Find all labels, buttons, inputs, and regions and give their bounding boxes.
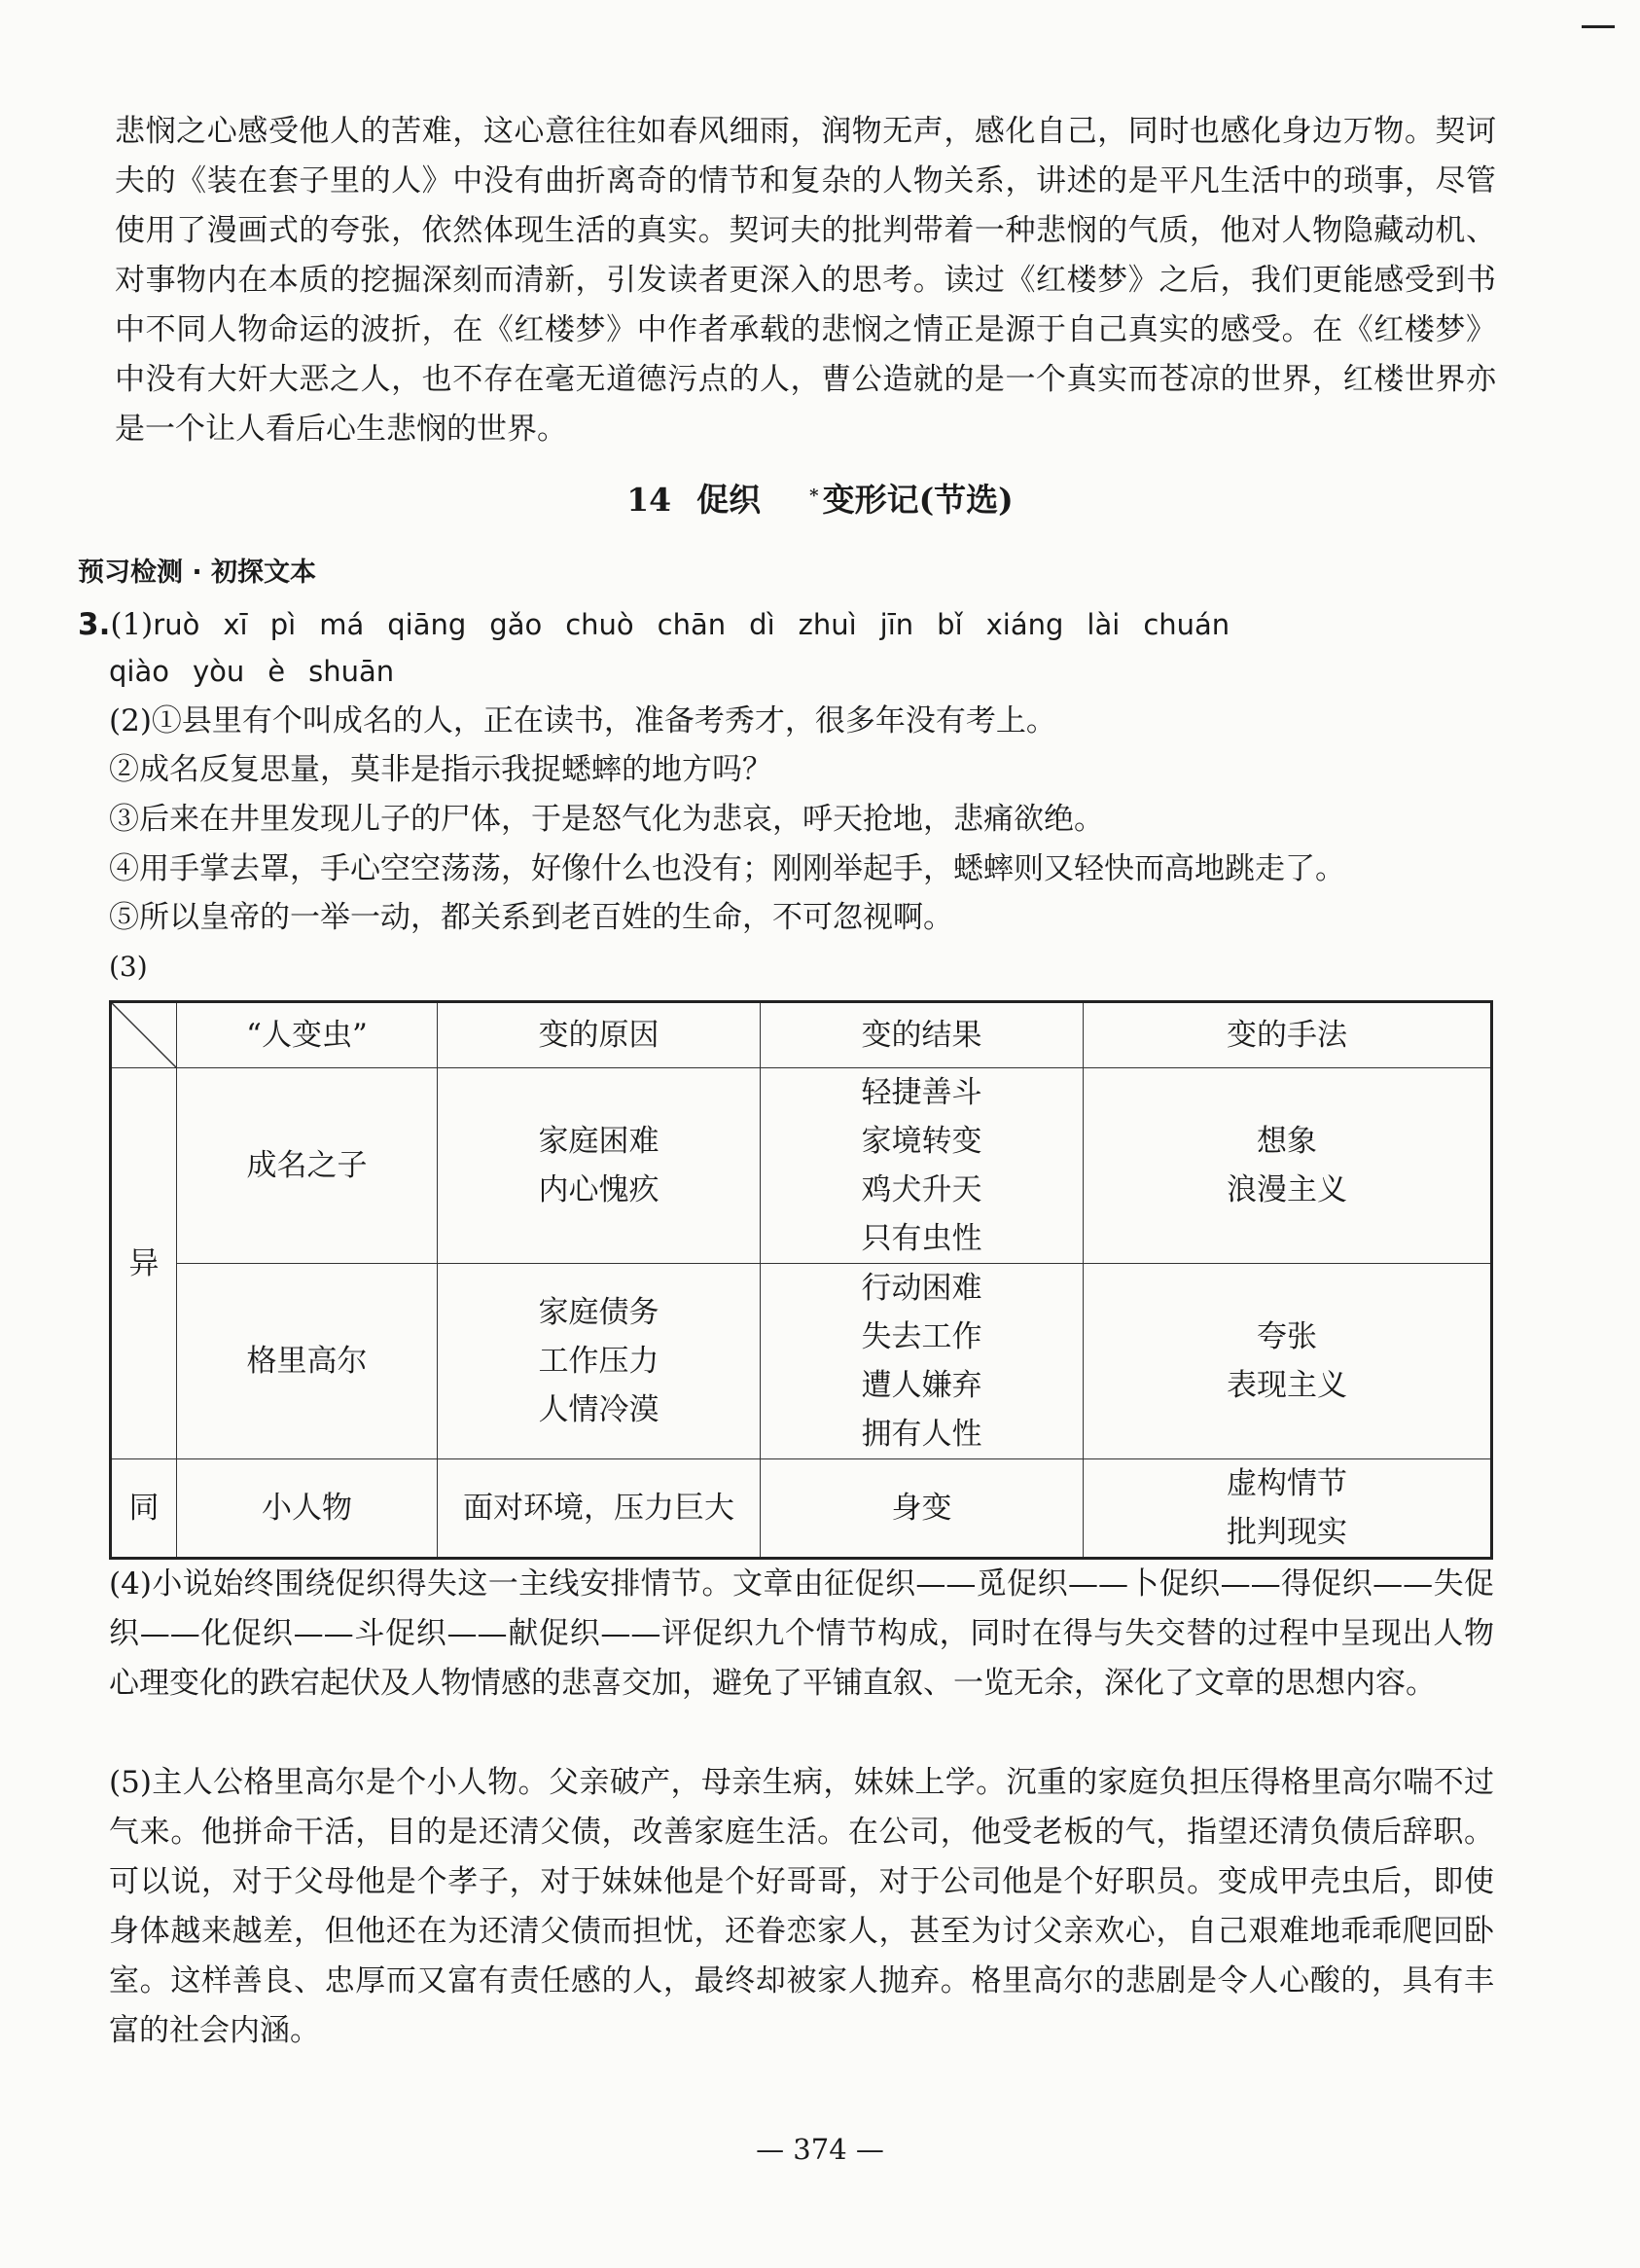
row3-method: 虚构情节 <box>1227 1466 1347 1501</box>
row2-methods <box>1084 1264 1492 1459</box>
row3-method: 批判现实 <box>1227 1515 1347 1550</box>
row1-result: 家境转变 <box>861 1124 982 1159</box>
row1-results <box>761 1068 1084 1264</box>
q3-part4: (4)小说始终围绕促织得失这一主线安排情节。文章由征促织——觅促织——卜促织——得促织——失促织——化促织——斗促织——献促织——评促织九个情节构成，同时在得与失交替的过程中呈现出人物心理变化的跌宕起伏及人物情感的悲喜交加，避免了平铺直叙、一览无余，深化了文章的思想内容。 <box>109 1566 1494 1701</box>
q3-pinyin-line1 <box>78 601 1253 648</box>
row2-result: 失去工作 <box>861 1319 982 1354</box>
diagonal-line <box>112 1003 176 1067</box>
lesson-title-a: 促织 <box>696 481 762 519</box>
lesson-title <box>0 475 1640 521</box>
row1-method: 浪漫主义 <box>1227 1172 1347 1207</box>
q3-part2-item: ④用手掌去罩，手心空空荡荡，好像什么也没有；刚刚举起手，蟋蟀则又轻快而高地跳走了。 <box>109 851 1345 886</box>
pinyin-item: chān <box>657 608 727 641</box>
row2-reasons <box>438 1264 761 1459</box>
row3-reason: 面对环境，压力巨大 <box>438 1459 761 1559</box>
header-cell: 变的手法 <box>1084 1002 1492 1068</box>
row2-result: 拥有人性 <box>861 1417 982 1452</box>
row2-reason: 工作压力 <box>538 1344 660 1379</box>
header-cell: 变的结果 <box>761 1002 1084 1068</box>
pinyin-item: zhuì <box>798 608 857 641</box>
q3-part2-item: ⑤所以皇帝的一举一动，都关系到老百姓的生命，不可忽视啊。 <box>109 900 953 935</box>
pinyin-item: má <box>319 608 365 641</box>
row1-result: 只有虫性 <box>861 1221 982 1256</box>
row2-name: 格里高尔 <box>177 1264 438 1459</box>
comparison-table <box>109 1000 1493 1560</box>
q3-part5: (5)主人公格里高尔是个小人物。父亲破产，母亲生病，妹妹上学。沉重的家庭负担压得格里高尔喘不过气来。他拼命干活，目的是还清父债，改善家庭生活。在公司，他受老板的气，指望还清负债后辞职。可以说，对于父母他是个孝子，对于妹妹他是个好哥哥，对于公司他是个好职员。变成甲壳虫后，即使身体越来越差，但他还在为还清父债而担忧，还眷恋家人，甚至为讨父亲欢心，自己艰难地乖乖爬回卧室。这样善良、忠厚而又富有责任感的人，最终却被家人抛弃。格里高尔的悲剧是令人心酸的，具有丰富的社会内涵。 <box>109 1765 1494 2048</box>
q3-part2-item: ③后来在井里发现儿子的尸体，于是怒气化为悲哀，呼天抢地，悲痛欲绝。 <box>109 802 1104 837</box>
row1-reasons <box>438 1068 761 1264</box>
row1-name: 成名之子 <box>177 1068 438 1264</box>
pinyin-list-1 <box>153 608 1253 641</box>
page-number: — 374 — <box>756 2133 884 2166</box>
pinyin-item: chuò <box>565 608 634 641</box>
row3-result: 身变 <box>761 1459 1084 1559</box>
section-label: 预习检测 · 初探文本 <box>78 558 317 588</box>
row3-name: 小人物 <box>177 1459 438 1559</box>
pinyin-item: xī pì <box>223 608 297 641</box>
row2-result: 行动困难 <box>861 1271 982 1306</box>
row2-method: 表现主义 <box>1227 1368 1347 1403</box>
pinyin-item: yòu <box>192 655 245 688</box>
q3-part2-item: (2)①县里有个叫成名的人，正在读书，准备考秀才，很多年没有考上。 <box>109 703 1056 738</box>
pinyin-item: dì <box>749 608 775 641</box>
q3-number: 3. <box>78 607 111 642</box>
intro-paragraph: 悲悯之心感受他人的苦难，这心意往往如春风细雨，润物无声，感化自己，同时也感化身边万物。契诃夫的《装在套子里的人》中没有曲折离奇的情节和复杂的人物关系，讲述的是平凡生活中的琐事，尽管使用了漫画式的夸张，依然体现生活的真实。契诃夫的批判带着一种悲悯的气质，他对人物隐藏动机、对事物内在本质的挖掘深刻而清新，引发读者更深入的思考。读过《红楼梦》之后，我们更能感受到书中不同人物命运的波折，在《红楼梦》中作者承载的悲悯之情正是源于自己真实的感受。在《红楼梦》中没有大奸大恶之人，也不存在毫无道德污点的人，曹公造就的是一个真实而苍凉的世界，红楼世界亦是一个让人看后心生悲悯的世界。 <box>115 114 1496 447</box>
row2-results <box>761 1264 1084 1459</box>
row1-reason: 家庭困难 <box>538 1124 660 1159</box>
q3-part2-item: ②成名反复思量，莫非是指示我捉蟋蟀的地方吗？ <box>109 752 772 787</box>
corner-dash <box>1582 25 1615 28</box>
header-cell: 变的原因 <box>438 1002 761 1068</box>
row1-reason: 内心愧疚 <box>538 1172 660 1207</box>
row2-result: 遭人嫌弃 <box>861 1368 982 1403</box>
group-tong-cell: 同 <box>111 1459 177 1559</box>
pinyin-item: jīn <box>879 608 914 641</box>
pinyin-item: ruò <box>153 608 200 641</box>
row2-reason: 家庭债务 <box>538 1295 660 1330</box>
pinyin-item: lài <box>1087 608 1121 641</box>
row2-reason: 人情冷漠 <box>538 1392 660 1427</box>
lesson-title-b: 变形记(节选) <box>822 481 1014 519</box>
pinyin-item: gǎo <box>489 608 543 641</box>
lesson-number: 14 <box>626 481 672 519</box>
pinyin-item: xiáng <box>985 608 1064 641</box>
pinyin-item: chuán <box>1143 608 1230 641</box>
pinyin-item: qiào <box>109 655 169 688</box>
header-cell: “人变虫” <box>177 1002 438 1068</box>
q3-part1-label: (1) <box>110 607 154 642</box>
pinyin-item: qiāng <box>387 608 467 641</box>
row2-method: 夸张 <box>1257 1319 1317 1354</box>
table-corner-cell <box>111 1002 177 1068</box>
pinyin-item: bǐ <box>937 608 963 641</box>
row3-methods <box>1084 1459 1492 1559</box>
lesson-mark: * <box>809 486 819 506</box>
group-yi-cell: 异 <box>111 1068 177 1459</box>
pinyin-item: è <box>267 655 286 688</box>
q3-part3-label: (3) <box>109 951 148 983</box>
pinyin-item: shuān <box>308 655 395 688</box>
row1-methods <box>1084 1068 1492 1264</box>
row1-result: 鸡犬升天 <box>861 1172 982 1207</box>
pinyin-list-2 <box>109 655 417 688</box>
row1-method: 想象 <box>1257 1124 1317 1159</box>
q3-pinyin-line2 <box>109 648 417 695</box>
row1-result: 轻捷善斗 <box>861 1075 982 1110</box>
